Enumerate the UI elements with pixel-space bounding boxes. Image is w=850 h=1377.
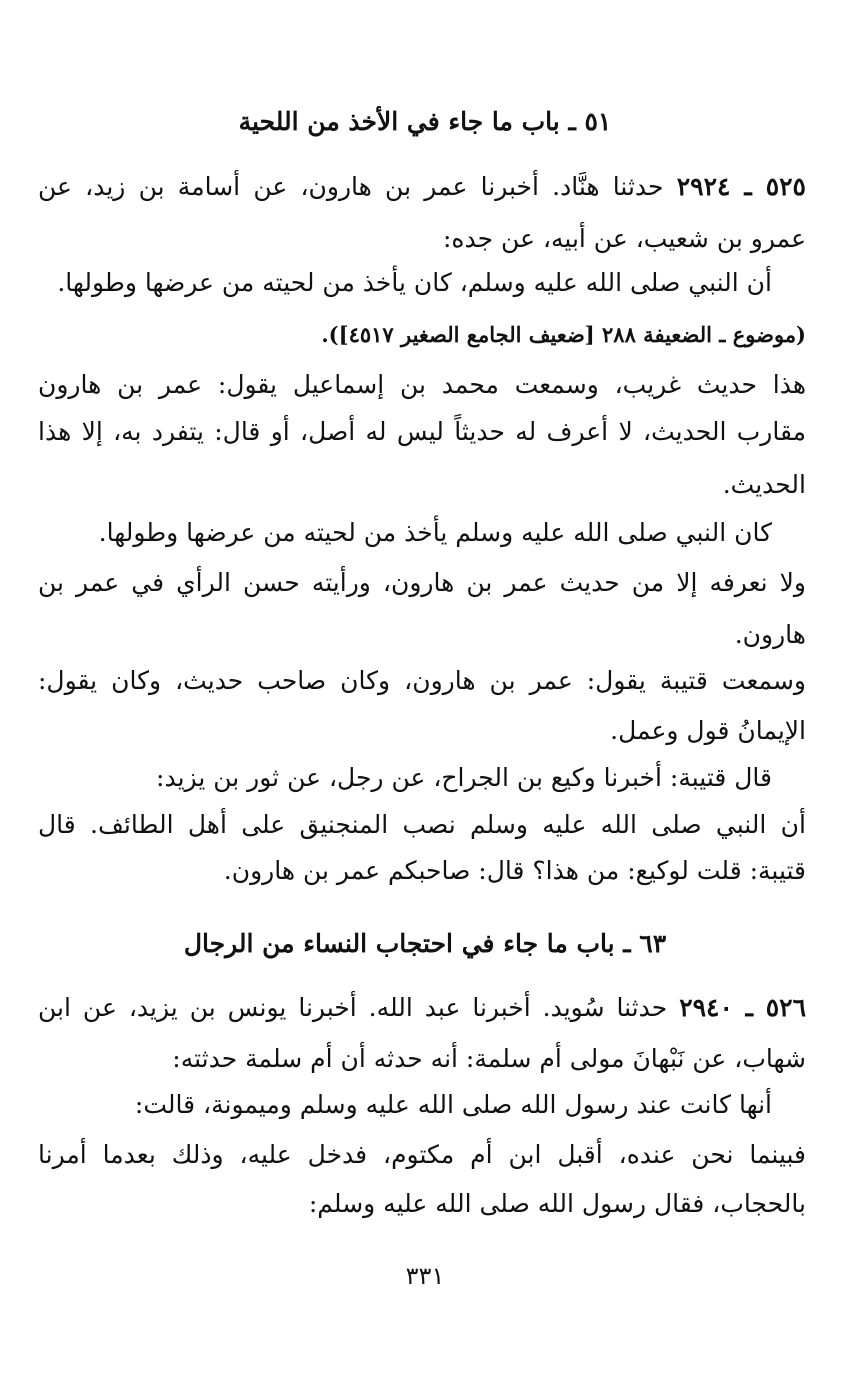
hadith-525-matn: أن النبي صلى الله عليه وسلم، كان يأخذ من لحيته من عرضها وطولها. <box>57 268 772 297</box>
commentary-line-3: الحديث. <box>722 470 806 499</box>
page-number: ٣٣١ <box>405 1262 445 1290</box>
commentary-line-10: أن النبي صلى الله عليه وسلم نصب المنجنيق على أهل الطائف. قال <box>38 810 806 839</box>
commentary-line-1: هذا حديث غريب، وسمعت محمد بن إسماعيل يقول: عمر بن هارون <box>38 370 806 399</box>
hadith-526-isnad-start: حدثنا سُويد. أخبرنا عبد الله. أخبرنا يونس بن يزيد، عن ابن <box>38 993 668 1022</box>
commentary-line-5: ولا نعرفه إلا من حديث عمر بن هارون، ورأيته حسن الرأي في عمر بن <box>38 568 806 597</box>
commentary-line-4: كان النبي صلى الله عليه وسلم يأخذ من لحيته من عرضها وطولها. <box>98 518 772 547</box>
hadith-525-grading: (موضوع ـ الضعيفة ٢٨٨ [ضعيف الجامع الصغير ٤٥١٧]). <box>321 322 806 347</box>
hadith-526-line-1 <box>38 988 806 1028</box>
hadith-526-line-3: أنها كانت عند رسول الله صلى الله عليه وسلم وميمونة، قالت: <box>134 1090 772 1119</box>
hadith-526-line-5: بالحجاب، فقال رسول الله صلى الله عليه وسلم: <box>308 1189 806 1218</box>
hadith-526-number: ٥٢٦ ـ ٢٩٤٠ <box>679 993 807 1022</box>
chapter-heading-51: ٥١ ـ باب ما جاء في الأخذ من اللحية <box>238 107 612 136</box>
commentary-line-6: هارون. <box>734 620 806 649</box>
hadith-525-number: ٥٢٥ ـ ٢٩٢٤ <box>676 172 806 201</box>
hadith-526-line-2: شهاب، عن نَبْهانَ مولى أم سلمة: أنه حدثه أن أم سلمة حدثته: <box>172 1044 806 1073</box>
commentary-line-9: قال قتيبة: أخبرنا وكيع بن الجراح، عن رجل، عن ثور بن يزيد: <box>156 763 772 792</box>
commentary-line-7: وسمعت قتيبة يقول: عمر بن هارون، وكان صاحب حديث، وكان يقول: <box>38 666 806 695</box>
chapter-heading-63: ٦٣ ـ باب ما جاء في احتجاب النساء من الرجال <box>183 929 667 958</box>
commentary-line-11: قتيبة: قلت لوكيع: من هذا؟ قال: صاحبكم عمر بن هارون. <box>223 856 806 885</box>
hadith-525-isnad-start: حدثنا هنَّاد. أخبرنا عمر بن هارون، عن أسامة بن زيد، عن <box>38 172 664 201</box>
commentary-line-8: الإيمانُ قول وعمل. <box>610 716 806 745</box>
commentary-line-2: مقارب الحديث، لا أعرف له حديثاً ليس له أصل، أو قال: يتفرد به، إلا هذا <box>38 417 806 446</box>
hadith-525-line-2: عمرو بن شعيب، عن أبيه، عن جده: <box>443 224 806 253</box>
hadith-525-line-1 <box>38 167 806 207</box>
hadith-526-line-4: فبينما نحن عنده، أقبل ابن أم مكتوم، فدخل عليه، وذلك بعدما أمرنا <box>38 1140 806 1169</box>
